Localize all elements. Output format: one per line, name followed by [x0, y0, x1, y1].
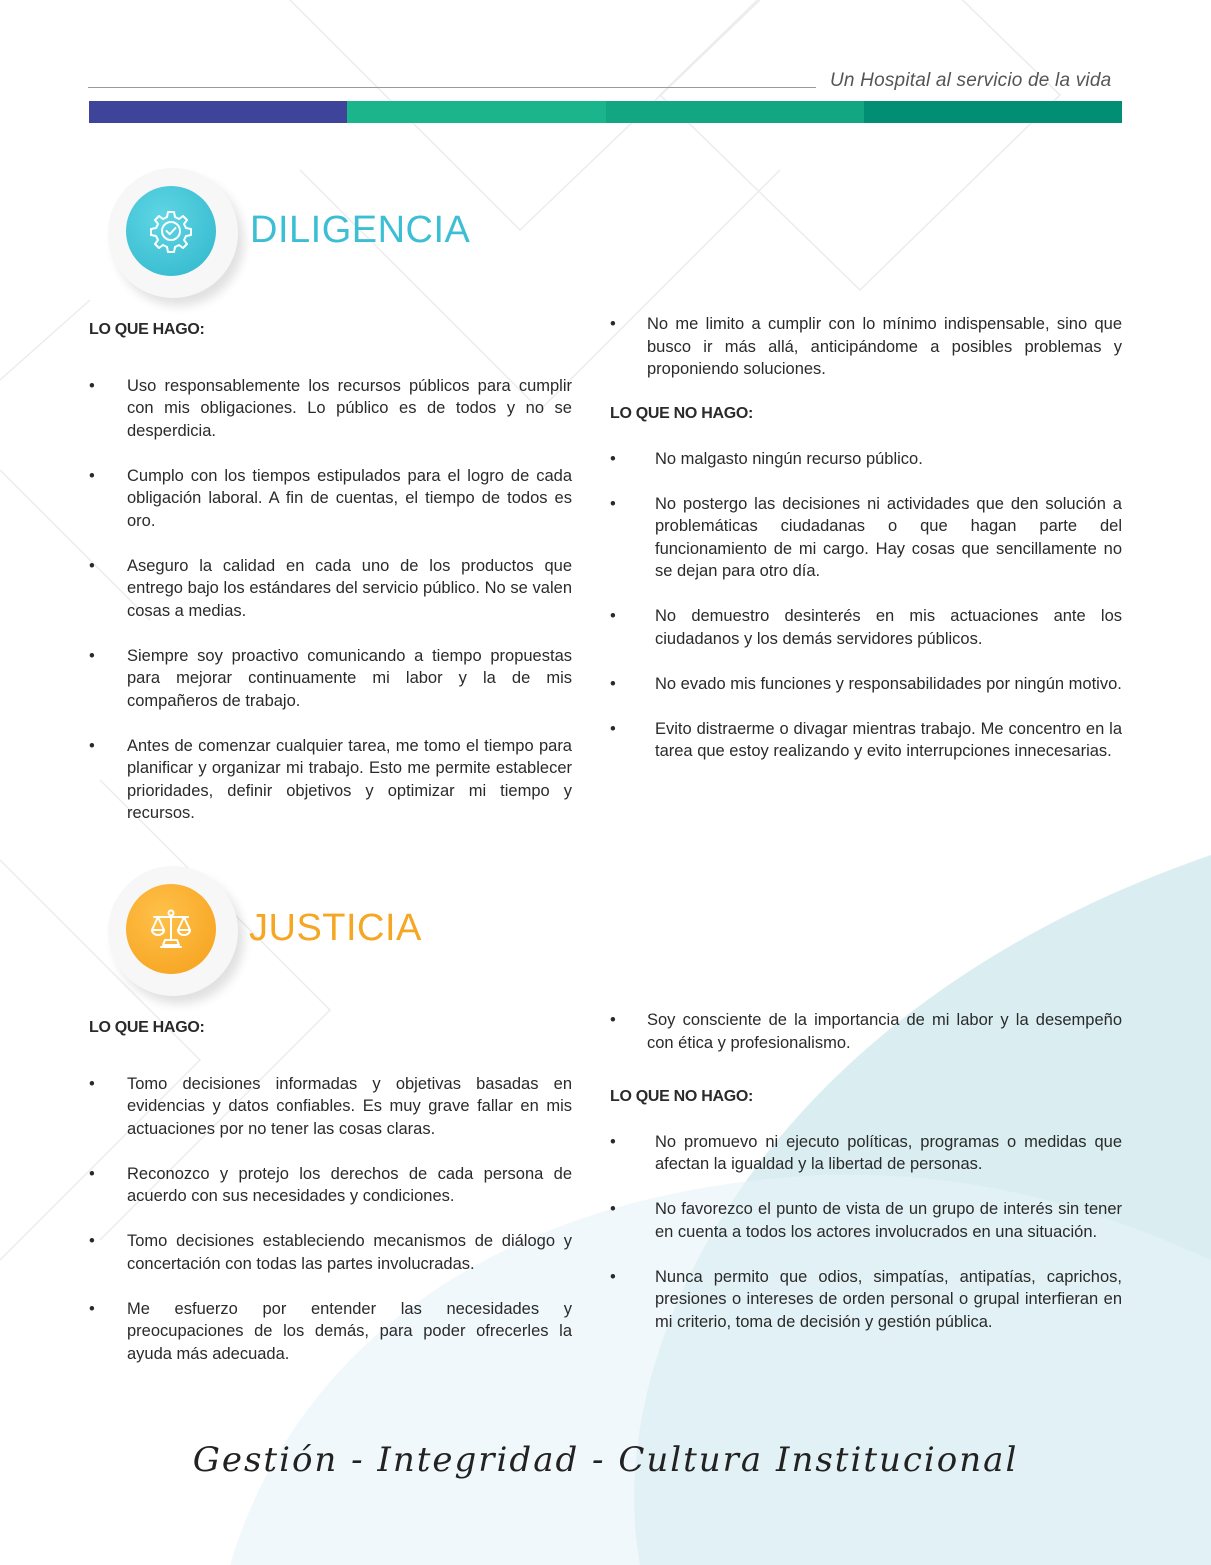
list-item: • Reconozco y protejo los derechos de cada persona de acuerdo con sus necesidades y condiciones. — [89, 1163, 572, 1208]
diligencia-left-column — [89, 319, 572, 847]
justicia-dont-heading: LO QUE NO HAGO: — [610, 1088, 754, 1105]
justicia-right-column — [610, 1009, 1122, 1356]
justicia-title: JUSTICIA — [249, 907, 422, 949]
diligencia-do-heading: LO QUE HAGO: — [89, 321, 205, 338]
list-item: • Cumplo con los tiempos estipulados para el logro de cada obligación laboral. A fin de cuentas, el tiempo de todos es oro. — [89, 465, 572, 533]
diligencia-icon-badge — [108, 168, 238, 298]
list-item: • No promuevo ni ejecuto políticas, programas o medidas que afectan la igualdad y la libertad de personas. — [610, 1131, 1122, 1176]
justicia-left-column — [89, 1017, 572, 1388]
list-item: • Nunca permito que odios, simpatías, antipatías, caprichos, presiones o intereses de orden personal o grupal interfieran en mi criterio, toma de decisión y gestión pública. — [610, 1266, 1122, 1334]
footer-motto: Gestión - Integridad - Cultura Institucional — [192, 1440, 1019, 1480]
justicia-do-heading: LO QUE HAGO: — [89, 1019, 205, 1036]
list-item: • No postergo las decisiones ni actividades que den solución a problemáticas ciudadanas o que hagan parte del funcionamiento de mi cargo. Hay cosas que sencillamente no se dejan para otro día. — [610, 493, 1122, 583]
header-rule — [88, 87, 816, 88]
list-item: • Soy consciente de la importancia de mi labor y la desempeño con ética y profesionalismo. — [610, 1009, 1122, 1054]
list-item: • Uso responsablemente los recursos públicos para cumplir con mis obligaciones. Lo público es de todos y no se desperdicia. — [89, 375, 572, 443]
diligencia-do-list — [89, 375, 572, 825]
diligencia-dont-list — [610, 448, 1122, 763]
list-item: • No me limito a cumplir con lo mínimo indispensable, sino que busco ir más allá, anticipándome a posibles problemas y proponiendo soluciones. — [610, 313, 1122, 381]
list-item: • Antes de comenzar cualquier tarea, me tomo el tiempo para planificar y organizar mi trabajo. Esto me permite establecer prioridades, definir objetivos y optimizar mi tiempo y recursos. — [89, 735, 572, 825]
header-color-bar — [89, 101, 1122, 123]
list-item: • Evito distraerme o divagar mientras trabajo. Me concentro en la tarea que estoy realizando y evito interrupciones innecesarias. — [610, 718, 1122, 763]
justicia-pre-list — [610, 1009, 1122, 1054]
list-item: • Siempre soy proactivo comunicando a tiempo propuestas para mejorar continuamente mi labor y la de mis compañeros de trabajo. — [89, 645, 572, 713]
header-tagline: Un Hospital al servicio de la vida — [830, 70, 1112, 91]
justicia-icon-badge — [108, 866, 238, 996]
list-item: • No malgasto ningún recurso público. — [610, 448, 1122, 471]
justicia-do-list — [89, 1073, 572, 1366]
balance-scale-icon — [126, 884, 216, 974]
list-item: • Tomo decisiones informadas y objetivas basadas en evidencias y datos confiables. Es muy grave fallar en mis actuaciones por no tener las cosas claras. — [89, 1073, 572, 1141]
diligencia-right-column — [610, 313, 1122, 785]
list-item: • No demuestro desinterés en mis actuaciones ante los ciudadanos y los demás servidores públicos. — [610, 605, 1122, 650]
gear-check-icon — [126, 186, 216, 276]
color-bar-segment-1 — [89, 101, 347, 123]
justicia-dont-list — [610, 1131, 1122, 1334]
color-bar-segment-3 — [606, 101, 864, 123]
list-item: • No favorezco el punto de vista de un grupo de interés sin tener en cuenta a todos los actores involucrados en una situación. — [610, 1198, 1122, 1243]
color-bar-segment-4 — [864, 101, 1122, 123]
list-item: • No evado mis funciones y responsabilidades por ningún motivo. — [610, 673, 1122, 696]
list-item: • Aseguro la calidad en cada uno de los productos que entrego bajo los estándares del servicio público. No se valen cosas a medias. — [89, 555, 572, 623]
diligencia-dont-heading: LO QUE NO HAGO: — [610, 405, 754, 422]
list-item: • Tomo decisiones estableciendo mecanismos de diálogo y concertación con todas las partes involucradas. — [89, 1230, 572, 1275]
color-bar-segment-2 — [347, 101, 605, 123]
list-item: • Me esfuerzo por entender las necesidades y preocupaciones de los demás, para poder ofrecerles la ayuda más adecuada. — [89, 1298, 572, 1366]
diligencia-title: DILIGENCIA — [250, 209, 471, 251]
diligencia-pre-list — [610, 313, 1122, 381]
